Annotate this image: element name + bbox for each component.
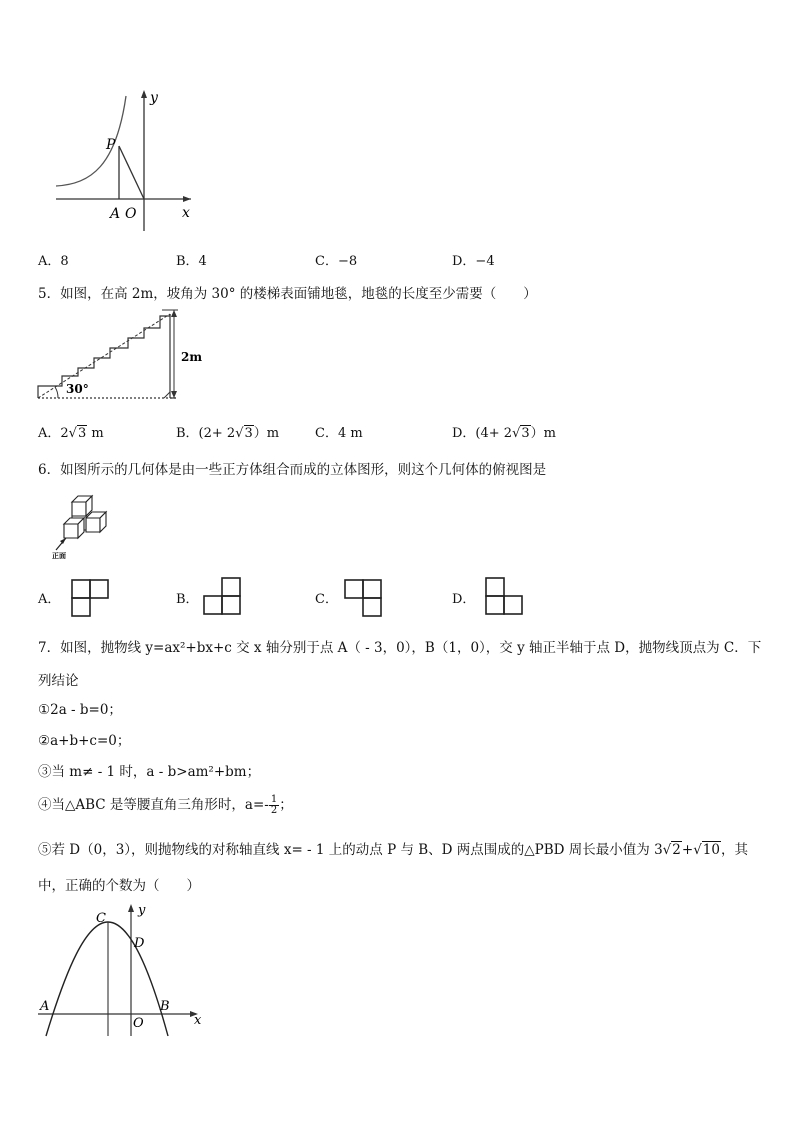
q7-c5-radicand-2: 10 xyxy=(702,842,720,858)
q4-option-b[interactable]: B．4 xyxy=(176,254,207,269)
q7-c4-end: ； xyxy=(279,797,293,813)
label-x: x xyxy=(194,1013,202,1028)
label-y: y xyxy=(150,90,158,106)
curve xyxy=(56,96,126,186)
q6-option-c-figure[interactable] xyxy=(343,578,385,618)
label-o: O xyxy=(133,1016,144,1031)
height-label: 2m xyxy=(181,350,203,364)
fraction xyxy=(269,795,279,816)
q6-option-a-figure[interactable] xyxy=(70,578,112,618)
q4-option-a[interactable]: A．8 xyxy=(38,254,69,269)
sqrt-symbol: √3 xyxy=(235,426,253,441)
q6-option-a[interactable]: A． xyxy=(38,592,61,607)
q5-stem: 5．如图，在高 2m，坡角为 30° 的楼梯表面铺地毯，地毯的长度至少需要（ ） xyxy=(38,286,537,302)
label-p: P xyxy=(106,137,116,153)
q5-staircase-figure xyxy=(36,306,216,404)
q5-option-b[interactable] xyxy=(176,422,279,441)
sqrt-symbol: √2 xyxy=(662,842,681,858)
q5-option-d-coef: D．(4+ 2 xyxy=(452,426,513,441)
q6-option-b-figure[interactable] xyxy=(202,576,244,616)
label-a: A xyxy=(40,999,50,1014)
q4-figure xyxy=(46,86,206,236)
parabola xyxy=(46,922,168,1036)
q6-cubes-figure xyxy=(50,488,122,560)
q7-conclusion-3: ③当 m≠ - 1 时，a - b>am²+bm； xyxy=(38,764,261,780)
q5-option-b-radicand: 3 xyxy=(244,426,253,441)
q5-option-d[interactable] xyxy=(452,422,556,441)
sqrt-symbol: √10 xyxy=(693,842,720,858)
q7-conclusion-1: ①2a - b=0； xyxy=(38,702,122,718)
q7-stem-line1: 7．如图，抛物线 y=ax²+bx+c 交 x 轴分别于点 A（ - 3，0），B（1，0），交 y 轴正半轴于点 D，抛物线顶点为 C．下 xyxy=(38,640,762,656)
q7-conclusion-5 xyxy=(38,838,748,858)
q5-option-b-coef: B．(2+ 2 xyxy=(176,426,236,441)
q7-c5-text: ⑤若 D（0，3），则抛物线的对称轴直线 x= - 1 上的动点 P 与 B、D 两点围成的△PBD 周长最小值为 3 xyxy=(38,842,663,858)
q5-option-d-unit: ）m xyxy=(530,426,556,441)
q6-option-b[interactable]: B． xyxy=(176,592,199,607)
label-a: A xyxy=(110,206,121,222)
label-b: B xyxy=(160,999,170,1014)
q5-option-a-unit: m xyxy=(91,426,104,441)
sqrt-symbol: √3 xyxy=(68,426,87,441)
q7-stem-end: 中，正确的个数为（ ） xyxy=(38,878,200,894)
q5-option-c[interactable]: C．4 m xyxy=(315,426,363,441)
q7-c5-end: ，其 xyxy=(720,842,748,858)
q6-option-c[interactable]: C． xyxy=(315,592,338,607)
q6-option-d-figure[interactable] xyxy=(484,576,526,616)
q6-option-d[interactable]: D． xyxy=(452,592,476,607)
label-o: O xyxy=(125,206,137,222)
front-label: 正面 xyxy=(52,551,66,560)
q7-stem-line2: 列结论 xyxy=(38,673,79,689)
q7-c5-radicand-1: 2 xyxy=(672,842,681,858)
q5-option-a-radicand: 3 xyxy=(77,426,87,441)
q7-conclusion-2: ②a+b+c=0； xyxy=(38,733,131,749)
label-d: D xyxy=(134,936,145,951)
q4-option-d[interactable]: D．−4 xyxy=(452,254,495,269)
angle-label: 30° xyxy=(66,382,89,396)
q7-c4-text: ④当△ABC 是等腰直角三角形时，a=- xyxy=(38,797,269,813)
q7-conclusion-4 xyxy=(38,793,293,816)
q6-stem: 6．如图所示的几何体是由一些正方体组合而成的立体图形，则这个几何体的俯视图是 xyxy=(38,462,547,478)
q7-c5-plus: + xyxy=(681,842,694,858)
label-c: C xyxy=(96,911,106,926)
q5-option-b-unit: ）m xyxy=(253,426,280,441)
q5-option-a-coef: A．2 xyxy=(38,426,69,441)
label-x: x xyxy=(182,205,190,221)
q5-option-a[interactable] xyxy=(38,422,104,441)
q7-parabola-figure xyxy=(36,900,212,1040)
q5-option-d-radicand: 3 xyxy=(521,426,530,441)
label-y: y xyxy=(138,903,146,918)
fraction-numerator: 1 xyxy=(270,794,278,805)
q4-option-c[interactable]: C．−8 xyxy=(315,254,358,269)
sqrt-symbol: √3 xyxy=(512,426,530,441)
fraction-denominator: 2 xyxy=(270,805,278,816)
slope-line xyxy=(38,314,170,398)
